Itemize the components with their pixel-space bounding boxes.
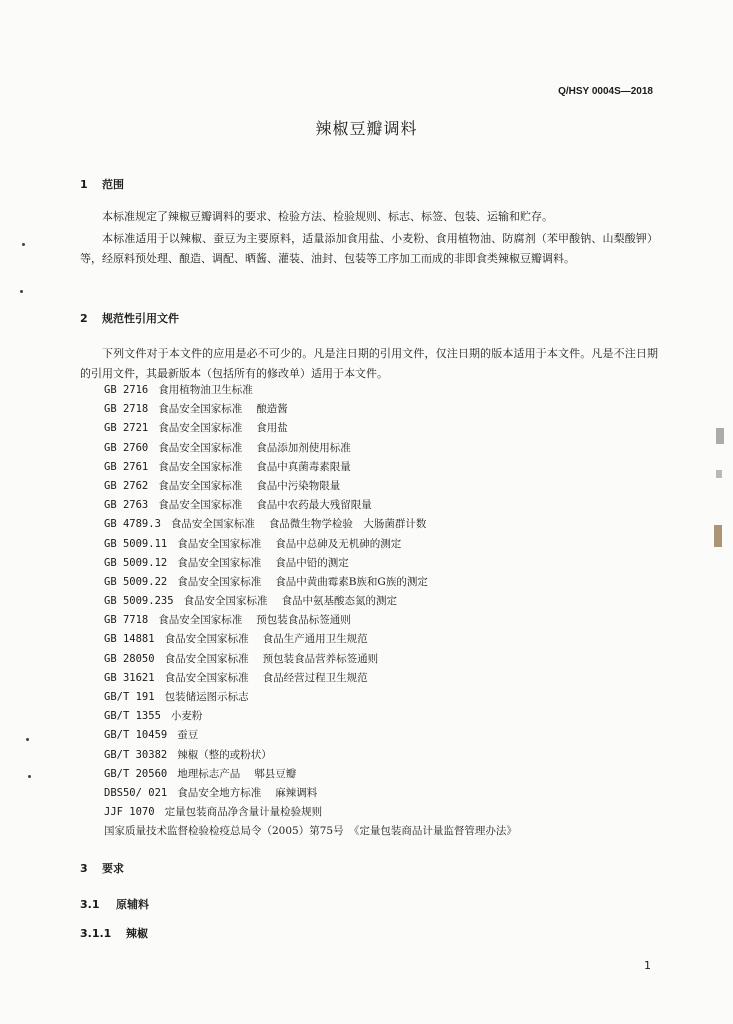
reference-item <box>104 650 531 669</box>
reference-title: 定量包装商品净含量计量检验规则 <box>164 806 323 819</box>
scan-speck <box>26 738 29 741</box>
reference-item <box>104 784 531 803</box>
reference-title: 食品安全国家标准 <box>158 460 243 473</box>
reference-title: 食品安全国家标准 <box>177 575 262 588</box>
reference-title: 地理标志产品 <box>177 767 241 780</box>
reference-title: 食品安全国家标准 <box>183 595 268 608</box>
section-heading-requirements <box>80 860 124 876</box>
reference-list <box>104 381 531 842</box>
reference-title: 小麦粉 <box>170 710 203 723</box>
reference-item <box>104 765 531 784</box>
reference-code: GB 2718 <box>104 403 149 416</box>
reference-code: GB/T 20560 <box>104 767 168 780</box>
reference-subtitle: 食品中农药最大残留限量 <box>256 499 372 512</box>
reference-code: GB 5009.235 <box>104 595 174 608</box>
reference-item <box>104 439 531 458</box>
reference-title: 食品安全国家标准 <box>158 479 243 492</box>
reference-code: GB/T 191 <box>104 691 155 703</box>
reference-subtitle: 食用盐 <box>256 422 288 435</box>
reference-title: 食品安全国家标准 <box>158 422 243 435</box>
reference-item <box>104 515 531 534</box>
page-number: 1 <box>644 959 651 972</box>
reference-code: GB 4789.3 <box>104 518 161 531</box>
scan-speck <box>20 290 23 293</box>
reference-subtitle: 食品中真菌毒素限量 <box>256 460 351 473</box>
reference-title: 食品安全国家标准 <box>164 652 249 665</box>
reference-item <box>104 477 531 496</box>
reference-title: 食品安全国家标准 <box>158 499 243 512</box>
reference-code: GB 2760 <box>104 441 149 454</box>
reference-item <box>104 535 531 554</box>
reference-subtitle: 食品中污染物限量 <box>256 479 341 492</box>
reference-title: 食品安全国家标准 <box>177 556 262 569</box>
reference-item <box>104 496 531 515</box>
reference-item <box>104 554 531 573</box>
reference-code: GB 2762 <box>104 479 149 492</box>
standard-code: Q/HSY 0004S—2018 <box>558 86 653 97</box>
reference-code: GB 7718 <box>104 614 149 627</box>
scope-paragraph-1: 本标准规定了辣椒豆瓣调料的要求、检验方法、检验规则、标志、标签、包装、运输和贮存。 <box>102 210 553 223</box>
reference-title: 食品安全国家标准 <box>170 518 255 531</box>
reference-code: JJF 1070 <box>104 806 155 819</box>
reference-item <box>104 630 531 649</box>
reference-title: 食用植物油卫生标准 <box>158 384 253 396</box>
reference-item <box>104 688 531 707</box>
section-title: 规范性引用文件 <box>102 312 179 325</box>
reference-item <box>104 822 531 841</box>
section-number: 1 <box>80 178 88 191</box>
reference-item <box>104 400 531 419</box>
reference-code: GB 14881 <box>104 633 155 646</box>
section-heading-refs <box>80 310 179 326</box>
reference-subtitle: 麻辣调料 <box>275 786 318 799</box>
section-heading-scope <box>80 176 124 192</box>
document-title: 辣椒豆瓣调料 <box>315 119 418 138</box>
reference-item <box>104 592 531 611</box>
reference-code: GB 5009.11 <box>104 537 168 550</box>
reference-title: 食品安全地方标准 <box>177 786 262 799</box>
reference-title: 食品安全国家标准 <box>158 403 243 416</box>
reference-code: GB 2721 <box>104 422 149 435</box>
reference-subtitle: 食品添加剂使用标准 <box>256 441 351 454</box>
reference-code: GB 31621 <box>104 671 155 684</box>
scan-speck <box>28 775 31 778</box>
reference-subtitle: 食品中黄曲霉素B族和G族的测定 <box>275 575 428 588</box>
reference-code: GB 2716 <box>104 384 149 396</box>
subsection-number: 3.1 <box>80 898 100 911</box>
reference-title: 食品安全国家标准 <box>164 633 249 646</box>
reference-code: GB 28050 <box>104 652 155 665</box>
scope-paragraph-2: 本标准适用于以辣椒、蚕豆为主要原料，适量添加食用盐、小麦粉、食用植物油、防腐剂（苯甲酸钠、山梨酸钾）等，经原料预处理、酿造、调配、晒酱、灌装、油封、包装等工序加工而成的非即食类辣椒豆瓣调料。 <box>80 232 658 265</box>
reference-item <box>104 573 531 592</box>
subsection-number: 3.1.1 <box>80 927 112 940</box>
reference-code: GB 2761 <box>104 460 149 473</box>
reference-title: 辣椒（整的或粉状） <box>177 748 272 761</box>
reference-code: GB/T 1355 <box>104 710 161 723</box>
refs-intro-paragraph: 下列文件对于本文件的应用是必不可少的。凡是注日期的引用文件，仅注日期的版本适用于本文件。凡是不注日期的引用文件，其最新版本（包括所有的修改单）适用于本文件。 <box>80 347 658 380</box>
reference-item <box>104 458 531 477</box>
subsection-heading-chili <box>80 925 148 941</box>
reference-code: GB 5009.22 <box>104 575 168 588</box>
subsection-heading-raw-materials <box>80 896 149 912</box>
reference-item <box>104 746 531 765</box>
reference-code: GB/T 30382 <box>104 748 168 761</box>
reference-code: GB 5009.12 <box>104 556 168 569</box>
reference-title: 食品安全国家标准 <box>164 671 249 684</box>
reference-code: DBS50/ 021 <box>104 786 168 799</box>
reference-item <box>104 669 531 688</box>
reference-title: 食品安全国家标准 <box>158 614 243 627</box>
reference-item <box>104 611 531 630</box>
reference-subtitle: 食品中总砷及无机砷的测定 <box>275 537 402 550</box>
reference-title: 蚕豆 <box>177 729 199 742</box>
subsection-title: 辣椒 <box>126 927 148 940</box>
reference-subtitle: 食品微生物学检验 大肠菌群计数 <box>268 518 427 531</box>
scan-speck <box>716 470 722 478</box>
scan-speck <box>22 243 25 246</box>
reference-item <box>104 419 531 438</box>
reference-subtitle: 食品中铅的测定 <box>275 556 349 569</box>
reference-item <box>104 381 531 400</box>
reference-subtitle: 食品经营过程卫生规范 <box>262 671 368 684</box>
reference-item <box>104 707 531 726</box>
reference-subtitle: 预包装食品营养标签通则 <box>262 652 379 665</box>
subsection-title: 原辅料 <box>116 898 149 911</box>
section-title: 要求 <box>102 862 124 875</box>
scan-speck <box>714 525 722 547</box>
reference-subtitle: 郫县豆瓣 <box>254 767 297 780</box>
reference-title: 食品安全国家标准 <box>177 537 262 550</box>
reference-subtitle: 预包装食品标签通则 <box>256 614 351 627</box>
section-number: 2 <box>80 312 88 325</box>
reference-code: GB 2763 <box>104 499 149 512</box>
reference-title: 国家质量技术监督检验检疫总局令（2005）第75号 《定量包装商品计量监督管理办法》 <box>104 825 517 838</box>
reference-item <box>104 726 531 745</box>
reference-title: 包装储运图示标志 <box>164 691 249 703</box>
scan-speck <box>716 428 724 444</box>
reference-subtitle: 食品生产通用卫生规范 <box>262 633 368 646</box>
reference-subtitle: 酿造酱 <box>256 403 288 416</box>
section-number: 3 <box>80 862 88 875</box>
section-title: 范围 <box>102 178 124 191</box>
reference-code: GB/T 10459 <box>104 729 168 742</box>
reference-subtitle: 食品中氨基酸态氮的测定 <box>281 595 398 608</box>
reference-title: 食品安全国家标准 <box>158 441 243 454</box>
reference-item <box>104 803 531 822</box>
